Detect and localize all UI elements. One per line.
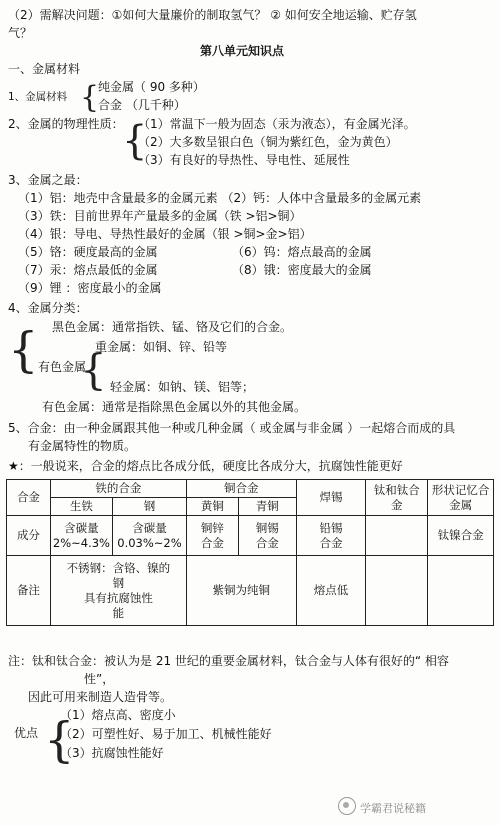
- titanium-note-cont: 性”，: [84, 672, 115, 686]
- alloy-star-note: ★：一般说来，合金的熔点比各成分低，硬度比各成分大，抗腐蚀性能更好: [8, 459, 403, 473]
- solder-header: 焊锡: [296, 480, 366, 516]
- copper-note: 紫铜为纯铜: [186, 556, 296, 626]
- solder-composition: 铅锡 合金: [296, 516, 366, 556]
- wechat-icon: [338, 797, 356, 815]
- physical-property-2: （2）大多数呈银白色（铜为紫红色，金为黄色）: [138, 135, 398, 149]
- alloy-definition: 5、合金：由一种金属跟其他一种或几种金属（ 或金属与非金属 ）一起熔合而成的具: [8, 421, 456, 435]
- metal-record-8: （8）锇：密度最大的金属: [232, 263, 372, 277]
- table-row: [7, 480, 494, 498]
- titanium-note: [366, 556, 428, 626]
- section2-heading: 2、金属的物理性质：: [8, 117, 124, 131]
- bronze-header: 青铜: [238, 498, 296, 516]
- metal-materials-label: 1、金属材料: [8, 91, 68, 103]
- advantage-2: （2）可塑性好、易于加工、机械性能好: [60, 727, 272, 741]
- advantage-1: （1）熔点高、密度小: [60, 708, 176, 722]
- hydrogen-problem-cont: 气？: [8, 26, 33, 40]
- black-metal: 黑色金属：通常指铁、锰、铬及它们的合金。: [52, 320, 293, 334]
- brace-icon: {: [8, 322, 39, 378]
- titanium-composition: [366, 516, 428, 556]
- heavy-metal: 重金属：如铜、锌、铅等: [95, 340, 228, 354]
- alloy-table: [6, 479, 494, 626]
- advantages-label: 优点: [14, 726, 39, 740]
- physical-property-3: （3）有良好的导热性、导电性、延展性: [138, 153, 350, 167]
- titanium-note-line: 注：钛和钛合金：被认为是 21 世纪的重要金属材料，钛合金与人体有很好的“ 相容: [8, 654, 449, 668]
- remark-label: 备注: [7, 556, 51, 626]
- brass-header: 黄铜: [186, 498, 238, 516]
- brace-icon: {: [80, 345, 107, 394]
- brace-icon: {: [44, 712, 75, 768]
- metal-record-1: （1）铝：地壳中含量最多的金属元素 （2）钙：人体中含量最多的金属元素: [18, 191, 422, 205]
- light-metal: 轻金属：如钠、镁、铝等；: [110, 380, 255, 394]
- alloy-count: 合金 （几千种）: [98, 98, 186, 112]
- table-row: [7, 556, 494, 626]
- pig-iron-composition: 含碳量 2%~4.3%: [50, 516, 112, 556]
- alloy-header: 合金: [7, 480, 51, 516]
- composition-label: 成分: [7, 516, 51, 556]
- metal-record-3: （3）铁：目前世界年产量最多的金属（铁 >铝>铜）: [18, 209, 302, 223]
- unit-title: 第八单元知识点: [200, 44, 285, 58]
- bronze-composition: 铜锡 合金: [238, 516, 296, 556]
- copper-alloy-header: 铜合金: [186, 480, 296, 498]
- section4-heading: 4、金属分类：: [8, 301, 88, 315]
- colored-metal-note: 有色金属：通常是指除黑色金属以外的其他金属。: [42, 400, 307, 414]
- titanium-alloy-header: 钛和钛合金: [366, 480, 428, 516]
- table-row: [7, 516, 494, 556]
- shape-memory-header: 形状记忆合金属: [428, 480, 494, 516]
- physical-property-1: （1）常温下一般为固态（汞为液态），有金属光泽。: [138, 117, 416, 131]
- metal-record-5: （5）铬：硬度最高的金属: [18, 245, 158, 259]
- titanium-note-use: 因此可用来制造人造骨等。: [28, 690, 173, 704]
- metal-record-7: （7）汞：熔点最低的金属: [18, 263, 158, 277]
- metal-record-9: （9）锂 ：密度最小的金属: [18, 281, 162, 295]
- alloy-definition-cont: 有金属特性的物质。: [28, 439, 137, 453]
- brace-icon: {: [80, 80, 100, 115]
- brace-icon: {: [122, 118, 148, 164]
- brass-composition: 铜锌 合金: [186, 516, 238, 556]
- memory-composition: 钛镍合金: [428, 516, 494, 556]
- solder-note: 熔点低: [296, 556, 366, 626]
- iron-alloy-header: 铁的合金: [50, 480, 186, 498]
- pure-metal: 纯金属（ 90 多种）: [98, 80, 205, 94]
- section1-heading: 一、金属材料: [8, 62, 81, 76]
- metal-record-4: （4）银：导电、导热性最好的金属（银 >铜>金>铝）: [18, 227, 312, 241]
- watermark: 学霸君说秘籍: [360, 802, 426, 815]
- colored-metal-label: 有色金属: [38, 360, 87, 374]
- metal-record-6: （6）钨：熔点最高的金属: [232, 245, 372, 259]
- section3-heading: 3、金属之最：: [8, 173, 88, 187]
- steel-header: 钢: [112, 498, 186, 516]
- stainless-steel-note: 不锈钢：含铬、镍的 钢 具有抗腐蚀性 能: [50, 556, 186, 626]
- advantage-3: （3）抗腐蚀性能好: [60, 746, 164, 760]
- steel-composition: 含碳量 0.03%~2%: [112, 516, 186, 556]
- memory-note: [428, 556, 494, 626]
- pig-iron-header: 生铁: [50, 498, 112, 516]
- hydrogen-problem-line: （2）需解决问题：①如何大量廉价的制取氢气？ ② 如何安全地运输、贮存氢: [8, 8, 417, 22]
